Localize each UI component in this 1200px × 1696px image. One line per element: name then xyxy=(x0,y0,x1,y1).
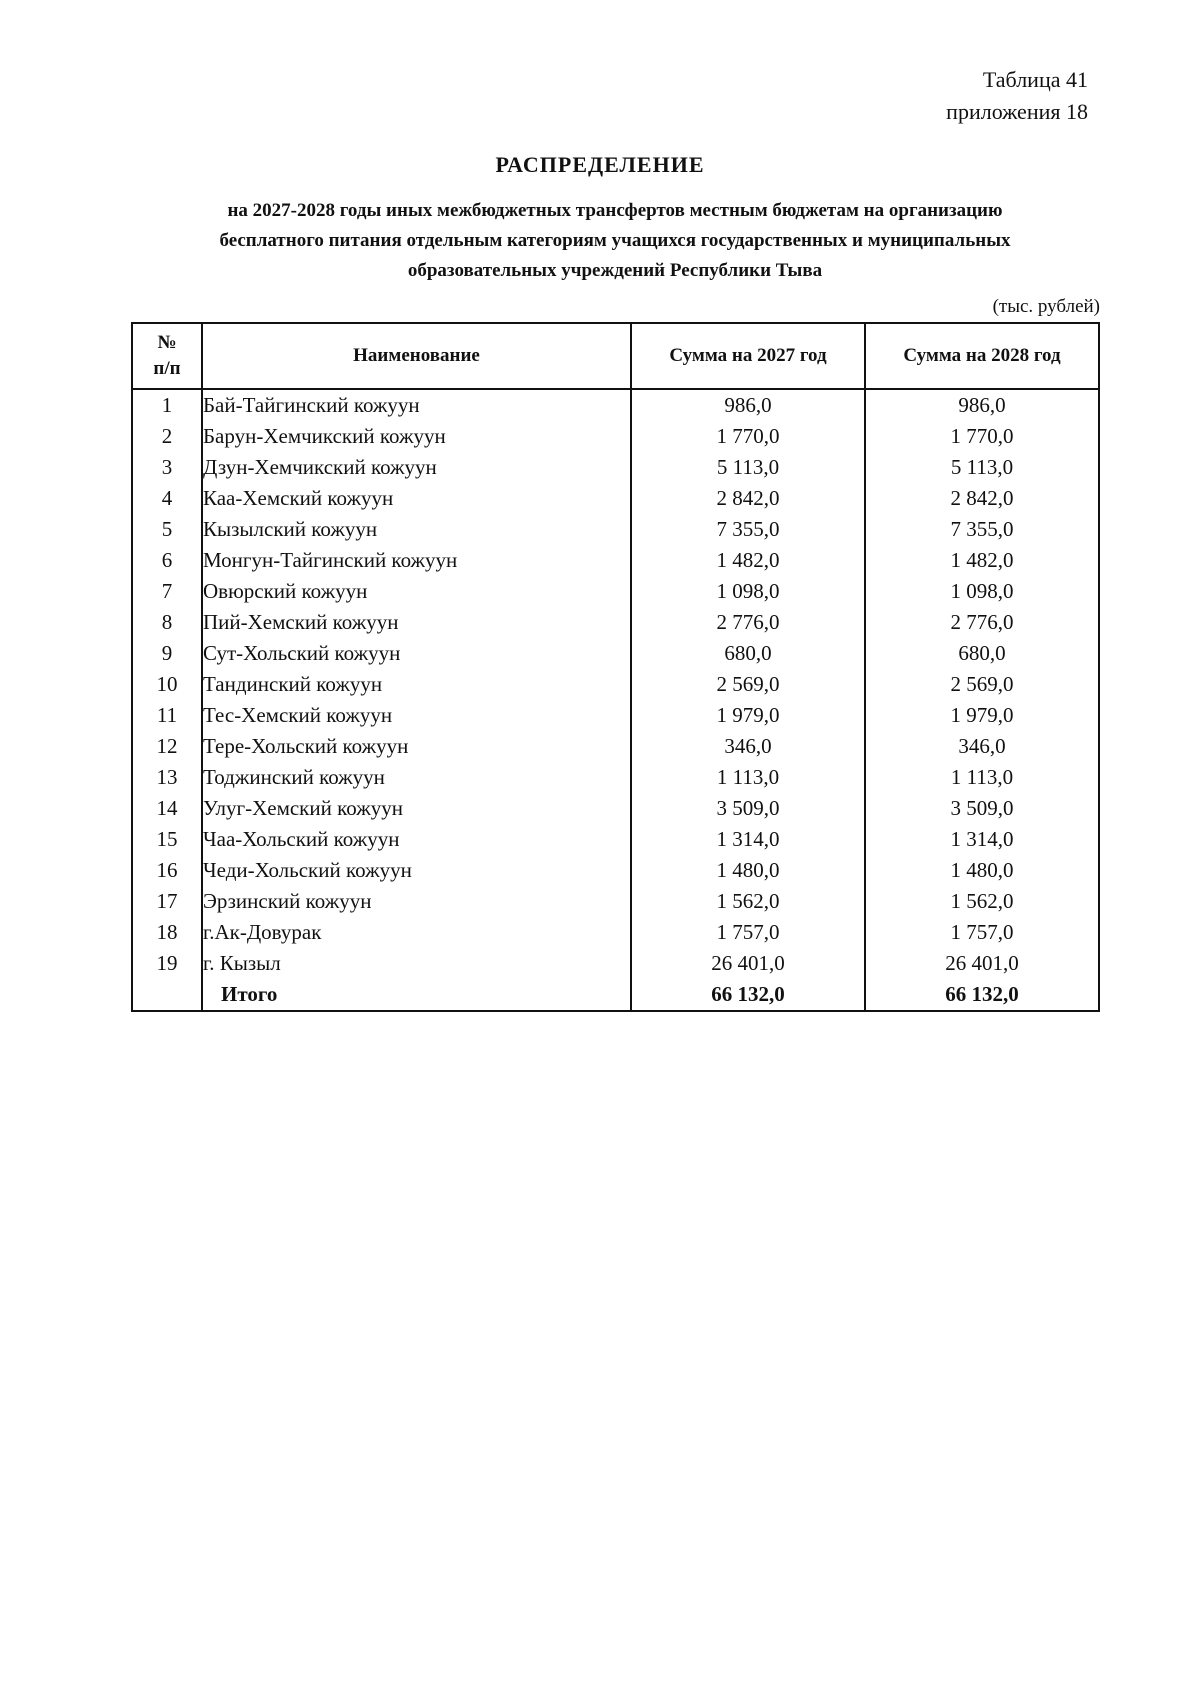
table-row xyxy=(132,731,1099,762)
table-row xyxy=(132,948,1099,979)
row-name: Тере-Хольский кожуун xyxy=(202,731,631,762)
row-sum-2027: 1 480,0 xyxy=(631,855,865,886)
row-sum-2027: 346,0 xyxy=(631,731,865,762)
row-sum-2028: 3 509,0 xyxy=(865,793,1099,824)
document-subtitle xyxy=(130,196,1100,286)
table-row xyxy=(132,638,1099,669)
row-sum-2027: 3 509,0 xyxy=(631,793,865,824)
row-number: 13 xyxy=(132,762,202,793)
row-number: 16 xyxy=(132,855,202,886)
row-number: 6 xyxy=(132,545,202,576)
row-sum-2028: 7 355,0 xyxy=(865,514,1099,545)
row-number: 4 xyxy=(132,483,202,514)
row-sum-2028: 1 098,0 xyxy=(865,576,1099,607)
table-number: Таблица 41 xyxy=(982,67,1088,92)
row-name: Тес-Хемский кожуун xyxy=(202,700,631,731)
row-sum-2028: 1 562,0 xyxy=(865,886,1099,917)
appendix-reference: приложения 18 xyxy=(946,99,1088,124)
row-name: Улуг-Хемский кожуун xyxy=(202,793,631,824)
table-row xyxy=(132,452,1099,483)
table-row xyxy=(132,421,1099,452)
row-sum-2027: 26 401,0 xyxy=(631,948,865,979)
row-sum-2028: 986,0 xyxy=(865,389,1099,421)
row-number: 11 xyxy=(132,700,202,731)
row-number: 5 xyxy=(132,514,202,545)
row-sum-2028: 1 314,0 xyxy=(865,824,1099,855)
column-header-sum-2028: Сумма на 2028 год xyxy=(865,323,1099,389)
subtitle-line: бесплатного питания отдельным категориям учащихся государственных и муниципальных xyxy=(219,230,1011,251)
table-row xyxy=(132,824,1099,855)
row-sum-2027: 5 113,0 xyxy=(631,452,865,483)
row-number: 14 xyxy=(132,793,202,824)
row-number: 10 xyxy=(132,669,202,700)
row-number: 8 xyxy=(132,607,202,638)
row-name: Тандинский кожуун xyxy=(202,669,631,700)
row-number: 2 xyxy=(132,421,202,452)
row-sum-2028: 1 482,0 xyxy=(865,545,1099,576)
subtitle-line: образовательных учреждений Республики Тыва xyxy=(407,260,823,281)
table-row xyxy=(132,669,1099,700)
row-sum-2027: 986,0 xyxy=(631,389,865,421)
row-sum-2027: 2 569,0 xyxy=(631,669,865,700)
table-header-row xyxy=(132,323,1099,389)
row-sum-2027: 2 776,0 xyxy=(631,607,865,638)
distribution-table xyxy=(131,322,1100,1012)
row-number: 3 xyxy=(132,452,202,483)
row-sum-2028: 2 569,0 xyxy=(865,669,1099,700)
row-number: 17 xyxy=(132,886,202,917)
row-sum-2028: 680,0 xyxy=(865,638,1099,669)
row-name: Барун-Хемчикский кожуун xyxy=(202,421,631,452)
table-reference xyxy=(946,64,1088,128)
row-sum-2027: 680,0 xyxy=(631,638,865,669)
row-sum-2028: 1 480,0 xyxy=(865,855,1099,886)
row-name: Пий-Хемский кожуун xyxy=(202,607,631,638)
row-number: 19 xyxy=(132,948,202,979)
row-sum-2027: 1 098,0 xyxy=(631,576,865,607)
row-name: Чеди-Хольский кожуун xyxy=(202,855,631,886)
total-sum-2028: 66 132,0 xyxy=(865,979,1099,1011)
row-sum-2028: 1 979,0 xyxy=(865,700,1099,731)
row-name: Бай-Тайгинский кожуун xyxy=(202,389,631,421)
row-number: 15 xyxy=(132,824,202,855)
table-row xyxy=(132,389,1099,421)
table-body xyxy=(132,389,1099,1011)
units-note: (тыс. рублей) xyxy=(992,296,1100,317)
row-name: Сут-Хольский кожуун xyxy=(202,638,631,669)
row-sum-2027: 1 770,0 xyxy=(631,421,865,452)
table-row xyxy=(132,886,1099,917)
row-name: Чаа-Хольский кожуун xyxy=(202,824,631,855)
row-name: г.Ак-Довурак xyxy=(202,917,631,948)
table-row xyxy=(132,607,1099,638)
column-header-number-line1: № xyxy=(157,332,177,353)
row-sum-2028: 1 770,0 xyxy=(865,421,1099,452)
row-number: 7 xyxy=(132,576,202,607)
row-sum-2028: 5 113,0 xyxy=(865,452,1099,483)
row-sum-2028: 2 842,0 xyxy=(865,483,1099,514)
column-header-name: Наименование xyxy=(202,323,631,389)
row-number: 1 xyxy=(132,389,202,421)
row-sum-2027: 1 757,0 xyxy=(631,917,865,948)
table-row xyxy=(132,917,1099,948)
row-number: 18 xyxy=(132,917,202,948)
subtitle-line: на 2027-2028 годы иных межбюджетных трансфертов местным бюджетам на организацию xyxy=(227,200,1003,221)
row-number: 12 xyxy=(132,731,202,762)
table-row xyxy=(132,576,1099,607)
column-header-sum-2027: Сумма на 2027 год xyxy=(631,323,865,389)
table-row xyxy=(132,483,1099,514)
row-sum-2027: 1 314,0 xyxy=(631,824,865,855)
row-sum-2028: 346,0 xyxy=(865,731,1099,762)
row-sum-2027: 1 482,0 xyxy=(631,545,865,576)
total-sum-2027: 66 132,0 xyxy=(631,979,865,1011)
row-sum-2027: 1 979,0 xyxy=(631,700,865,731)
row-sum-2028: 2 776,0 xyxy=(865,607,1099,638)
total-label: Итого xyxy=(202,979,631,1011)
row-sum-2027: 1 113,0 xyxy=(631,762,865,793)
column-header-number xyxy=(132,323,202,389)
row-name: г. Кызыл xyxy=(202,948,631,979)
row-number: 9 xyxy=(132,638,202,669)
total-number xyxy=(132,979,202,1011)
row-sum-2027: 7 355,0 xyxy=(631,514,865,545)
row-name: Кызылский кожуун xyxy=(202,514,631,545)
column-header-number-line2: п/п xyxy=(153,358,181,379)
row-sum-2028: 1 113,0 xyxy=(865,762,1099,793)
row-name: Каа-Хемский кожуун xyxy=(202,483,631,514)
row-name: Дзун-Хемчикский кожуун xyxy=(202,452,631,483)
table-row xyxy=(132,793,1099,824)
row-sum-2027: 2 842,0 xyxy=(631,483,865,514)
table-row xyxy=(132,762,1099,793)
table-row xyxy=(132,700,1099,731)
row-sum-2028: 1 757,0 xyxy=(865,917,1099,948)
row-sum-2027: 1 562,0 xyxy=(631,886,865,917)
document-title: РАСПРЕДЕЛЕНИЕ xyxy=(495,152,705,177)
row-sum-2028: 26 401,0 xyxy=(865,948,1099,979)
table-row xyxy=(132,545,1099,576)
row-name: Овюрский кожуун xyxy=(202,576,631,607)
row-name: Эрзинский кожуун xyxy=(202,886,631,917)
row-name: Тоджинский кожуун xyxy=(202,762,631,793)
total-row xyxy=(132,979,1099,1011)
table-row xyxy=(132,855,1099,886)
table-row xyxy=(132,514,1099,545)
row-name: Монгун-Тайгинский кожуун xyxy=(202,545,631,576)
